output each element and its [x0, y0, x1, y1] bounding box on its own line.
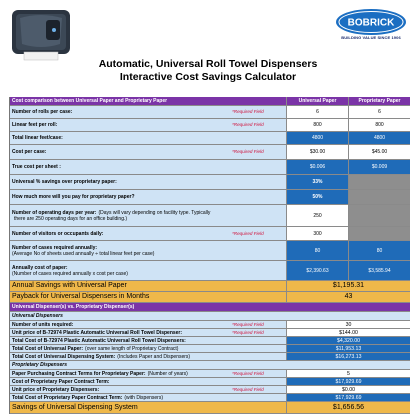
table-row: True cost per sheet : $0.006 $0.009	[10, 160, 410, 175]
table-row: Linear feet per roll: *Required Field 800 800	[10, 119, 410, 132]
dispensers-header: Universal Dispenser(s) vs. Proprietary Dispenser(s)	[12, 304, 135, 310]
proprietary-dispensers-subheader: Proprietary Dispensers	[10, 361, 410, 370]
universal-dispensers-total: $4,320.00	[286, 337, 410, 344]
payback-label: Payback for Universal Dispensers in Months	[12, 293, 150, 300]
required-field-label: *Required Field	[232, 149, 264, 154]
dispensers-header-row	[10, 303, 410, 312]
table-row: Total Cost of Proprietary Paper Contract Term: (with Dispensers) $17,929.69	[10, 394, 410, 402]
table-row: Paper Purchasing Contract Terms for Proprietary Paper: (Number of years) *Required Field 5	[10, 370, 410, 378]
required-field-label: *Required Field	[232, 329, 264, 335]
proprietary-unit-price-input[interactable]: $0.00	[286, 386, 410, 393]
table-row: Number of units required: *Required Field 30	[10, 321, 410, 329]
cost-per-case-proprietary-input[interactable]: $45.00	[348, 145, 410, 159]
annual-savings-row	[10, 281, 410, 292]
calculator-sheet	[9, 97, 409, 414]
blank-cell	[348, 175, 410, 189]
proprietary-extra-percent: 50%	[286, 190, 348, 204]
logo-oval-icon	[335, 8, 407, 36]
cost-per-case-universal-input[interactable]: $30.00	[286, 145, 348, 159]
table-row: How much more will you pay for proprietary paper? 50%	[10, 190, 410, 205]
annual-cost-universal-value: $2,390.63	[286, 261, 348, 280]
page-title	[0, 58, 416, 84]
comparison-header-row	[10, 97, 410, 106]
linear-feet-proprietary-input[interactable]: 800	[348, 119, 410, 131]
required-field-label: *Required Field	[232, 230, 264, 236]
total-feet-universal-value: 4800	[286, 132, 348, 144]
universal-paper-total: $11,953.13	[286, 345, 410, 352]
operating-days-input[interactable]: 250	[286, 205, 348, 226]
towel-dispenser-image	[10, 6, 72, 62]
cases-annually-proprietary-value: 80	[348, 241, 410, 260]
universal-unit-price-input[interactable]: $144.00	[286, 329, 410, 336]
table-row: Number of operating days per year: (Days will vary depending on facility type. Typically there are 250 operating days for an office building.) 250	[10, 205, 410, 227]
universal-dispensers-subheader: Universal Dispensers	[10, 312, 410, 321]
logo-tagline: BUILDING VALUE SINCE 1906	[341, 35, 401, 40]
required-field-label: *Required Field	[232, 109, 264, 114]
col-universal-header: Universal Paper	[286, 97, 348, 105]
table-row: Number of visitors or occupants daily: *Required Field 300	[10, 227, 410, 241]
universal-system-total: $16,273.13	[286, 353, 410, 360]
proprietary-total-with-dispensers: $17,929.69	[286, 394, 410, 401]
comparison-header: Cost comparison between Universal Paper and Proprietary Paper	[12, 98, 168, 104]
contract-years-input[interactable]: 5	[286, 370, 410, 377]
col-proprietary-header: Proprietary Paper	[348, 97, 410, 105]
cases-annually-universal-value: 80	[286, 241, 348, 260]
logo-text: BOBRICK	[347, 17, 395, 29]
linear-feet-universal-input[interactable]: 800	[286, 119, 348, 131]
page-header	[0, 0, 416, 100]
cost-per-sheet-universal-value: $0.006	[286, 160, 348, 174]
annual-savings-value: $1,195.31	[286, 281, 410, 291]
table-row: Number of cases required annually: (Average No of sheets used annually ÷ total linear feet per case) 80 80	[10, 241, 410, 261]
table-row: Annually cost of paper: (Number of cases required annually x cost per case) $2,390.63 $3,585.94	[10, 261, 410, 281]
table-row: Cost of Proprietary Paper Contract Term: $17,929.69	[10, 378, 410, 386]
table-row: Universal % savings over proprietary paper: 33%	[10, 175, 410, 190]
title-line-1: Automatic, Universal Roll Towel Dispensers	[98, 58, 318, 70]
cost-per-sheet-proprietary-value: $0.009	[348, 160, 410, 174]
title-line-2: Interactive Cost Savings Calculator	[119, 71, 297, 83]
payback-row	[10, 292, 410, 303]
table-row: Cost per case: *Required Field $30.00 $45.00	[10, 145, 410, 160]
required-field-label: *Required Field	[232, 386, 264, 392]
universal-savings-percent: 33%	[286, 175, 348, 189]
savings-label: Savings of Universal Dispensing System	[12, 403, 138, 411]
blank-cell	[348, 190, 410, 204]
savings-row	[10, 402, 410, 414]
table-row: Unit price of B-72974 Plastic Automatic Universal Roll Towel Dispenser: *Required Field $144.00	[10, 329, 410, 337]
total-feet-proprietary-value: 4800	[348, 132, 410, 144]
blank-cell	[348, 227, 410, 240]
savings-value: $1,656.56	[286, 402, 410, 413]
payback-value: 43	[286, 292, 410, 302]
annual-cost-proprietary-value: $3,585.94	[348, 261, 410, 280]
units-required-input[interactable]: 30	[286, 321, 410, 328]
table-row: Number of rolls per case: *Required Field 6 6	[10, 106, 410, 119]
rolls-per-case-universal-input[interactable]: 6	[286, 106, 348, 118]
table-row: Unit price of Proprietary Dispensers: *Required Field $0.00	[10, 386, 410, 394]
required-field-label: *Required Field	[232, 370, 264, 376]
table-row: Total Cost of B-72974 Plastic Automatic Universal Roll Towel Dispensers: $4,320.00	[10, 337, 410, 345]
required-field-label: *Required Field	[232, 122, 264, 127]
visitors-daily-input[interactable]: 300	[286, 227, 348, 240]
proprietary-contract-cost: $17,929.69	[286, 378, 410, 385]
blank-cell	[348, 205, 410, 226]
bobrick-logo	[335, 8, 407, 46]
table-row: Total linear feet/case: 4800 4800	[10, 132, 410, 145]
required-field-label: *Required Field	[232, 321, 264, 327]
table-row: Total Cost of Universal Paper: (over same length of Proprietary Contract) $11,953.13	[10, 345, 410, 353]
rolls-per-case-proprietary-input[interactable]: 6	[348, 106, 410, 118]
table-row: Total Cost of Universal Dispensing System: (Includes Paper and Dispensers) $16,273.13	[10, 353, 410, 361]
annual-savings-label: Annual Savings with Universal Paper	[12, 282, 127, 289]
